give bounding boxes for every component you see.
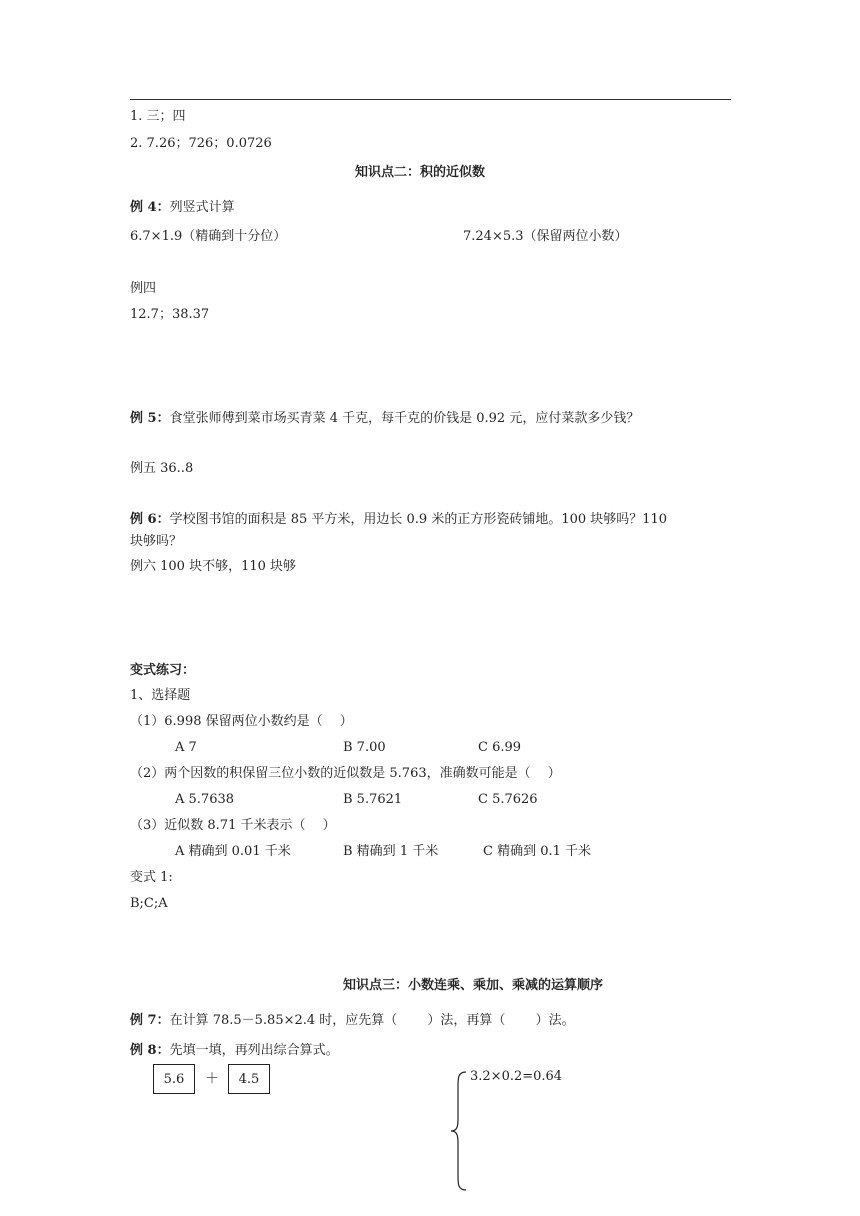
- equation-text: 3.2×0.2=0.64: [470, 1069, 563, 1084]
- example8-text: 先填一填，再列出综合算式。: [169, 1043, 339, 1058]
- example4-label: 例 4：: [130, 200, 170, 215]
- section2-title: 知识点二：积的近似数: [355, 165, 486, 180]
- example6-text-line2: 块够吗？: [130, 534, 183, 549]
- example5: [130, 412, 639, 425]
- example7-text: 在计算 78.5－5.85×2.4 时，应先算（ ）法，再算（ ）法。: [169, 1013, 575, 1028]
- example5-label: 例 5：: [130, 411, 170, 426]
- number-box-2: 4.5: [228, 1064, 270, 1094]
- plus-sign: ＋: [205, 1071, 219, 1087]
- example5-text: 食堂张师傅到菜市场买青菜 4 千克，每千克的价钱是 0.92 元，应付菜款多少钱？: [169, 411, 640, 426]
- question-3: （3）近似数 8.71 千米表示（ ）: [130, 818, 336, 833]
- curly-brace-icon: [448, 1070, 470, 1192]
- example8: [130, 1044, 339, 1057]
- q3-option-a: A 精确到 0.01 千米: [175, 844, 291, 859]
- example4-header: [130, 201, 235, 214]
- section3-title: 知识点三：小数连乘、乘加、乘减的运算顺序: [343, 978, 604, 993]
- q2-option-a: A 5.7638: [175, 792, 235, 807]
- question-1: （1）6.998 保留两位小数约是（ ）: [130, 714, 353, 729]
- example6-label: 例 6：: [130, 512, 170, 527]
- example4-problem-b: 7.24×5.3（保留两位小数）: [463, 229, 628, 244]
- example7-label: 例 7：: [130, 1013, 170, 1028]
- q2-option-b: B 5.7621: [343, 792, 403, 807]
- q3-option-b: B 精确到 1 千米: [343, 844, 439, 859]
- example4-problem-a: 6.7×1.9（精确到十分位）: [130, 229, 287, 244]
- q1-option-c: C 6.99: [478, 740, 522, 755]
- practice-heading: 1、选择题: [130, 688, 191, 703]
- header-rule: [130, 99, 731, 100]
- number-box-1: 5.6: [153, 1064, 195, 1094]
- q1-option-b: B 7.00: [343, 740, 386, 755]
- example6: [130, 513, 667, 526]
- example4-text: 列竖式计算: [169, 200, 235, 215]
- prev-answer-line1: 1. 三；四: [130, 109, 186, 124]
- example5-answer: 例五 36..8: [130, 461, 194, 476]
- practice-title: 变式练习：: [130, 663, 196, 678]
- q2-option-c: C 5.7626: [478, 792, 538, 807]
- example4-answer: 12.7；38.37: [130, 307, 210, 322]
- question-2: （2）两个因数的积保留三位小数的近似数是 5.763，准确数可能是（ ）: [130, 766, 561, 781]
- practice-answer-label: 变式 1:: [130, 870, 173, 885]
- practice-answer: B;C;A: [130, 896, 168, 911]
- prev-answer-line2: 2. 7.26；726；0.0726: [130, 136, 272, 151]
- example4-answer-label: 例四: [130, 281, 157, 296]
- example6-answer: 例六 100 块不够，110 块够: [130, 559, 297, 574]
- example8-label: 例 8：: [130, 1043, 170, 1058]
- q1-option-a: A 7: [175, 740, 197, 755]
- example6-text-line1: 学校图书馆的面积是 85 平方米，用边长 0.9 米的正方形瓷砖铺地。100 块够吗？110: [169, 512, 668, 527]
- q3-option-c: C 精确到 0.1 千米: [483, 844, 592, 859]
- example7: [130, 1014, 575, 1027]
